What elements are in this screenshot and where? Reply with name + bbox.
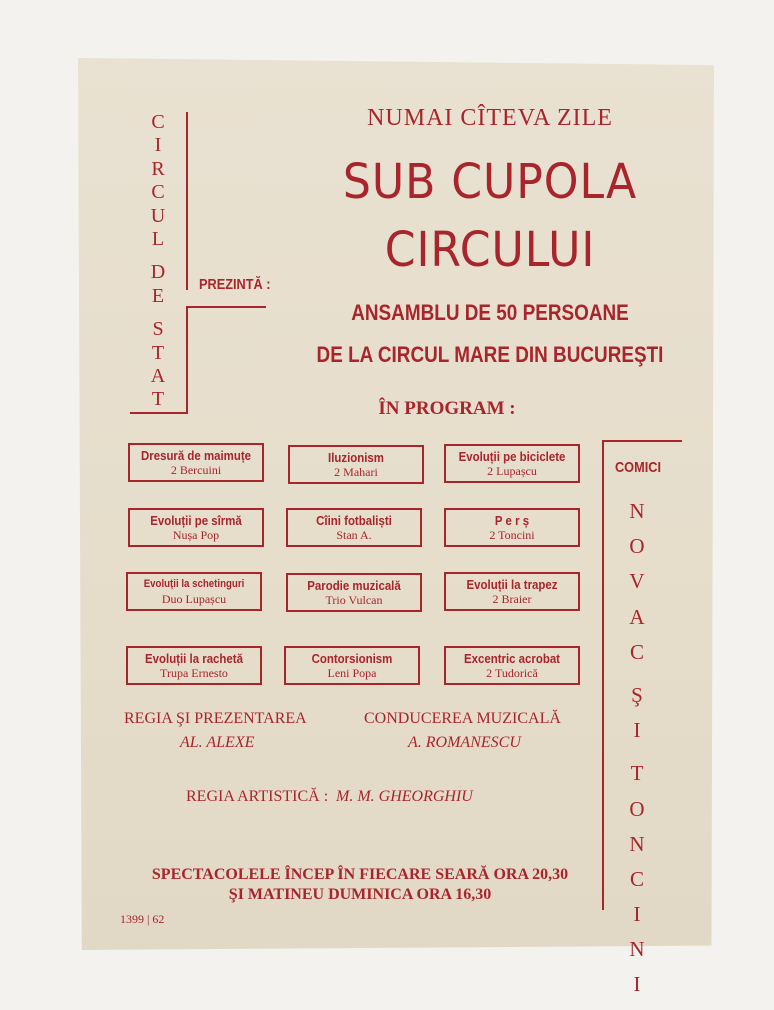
schedule-line1: SPECTACOLELE ÎNCEP ÎN FIECARE SEARĂ ORA 20,30 <box>151 866 569 883</box>
right-bracket-side <box>602 440 604 910</box>
act-box <box>286 573 422 612</box>
side-right-letter: O <box>629 796 645 821</box>
circul-de-stat-vertical <box>146 112 170 413</box>
side-left-letter: T <box>151 341 165 364</box>
side-right-letter: I <box>633 718 641 743</box>
side-left-letter: L <box>151 227 165 250</box>
side-right-letter: C <box>629 866 644 891</box>
side-right-letter: N <box>629 937 645 962</box>
prezinta-label: PREZINTĂ : <box>199 276 271 293</box>
side-left-letter: T <box>151 388 165 411</box>
act-name: Dresură de maimuțe <box>141 448 251 463</box>
act-performer: Duo Lupașcu <box>161 592 227 606</box>
muzica-label: CONDUCEREA MUZICALĂ <box>364 710 561 727</box>
act-performer: Leni Popa <box>327 666 377 680</box>
side-left-letter: C <box>151 111 165 133</box>
act-box <box>128 443 264 482</box>
side-left-letter: R <box>151 157 165 180</box>
right-bracket-top <box>602 440 682 442</box>
muzica-name: A. ROMANESCU <box>408 734 521 751</box>
act-name: Evoluții pe biciclete <box>458 449 566 464</box>
act-name: Excentric acrobat <box>463 651 561 666</box>
side-right-letter: A <box>629 604 645 629</box>
act-name: Evoluții pe sîrmă <box>150 513 242 528</box>
act-performer: Trio Vulcan <box>325 593 383 607</box>
novac-si-toncini-vertical <box>622 501 652 1010</box>
regia-artistica-name: M. M. GHEORGHIU <box>336 788 473 805</box>
act-performer: 2 Tudorică <box>486 666 538 680</box>
program-label: ÎN PROGRAM : <box>378 398 516 419</box>
side-right-letter: Ş <box>631 682 643 707</box>
act-name: Evoluții la schetinguri <box>143 578 245 590</box>
act-box <box>444 444 580 483</box>
act-performer: 2 Braier <box>492 592 532 606</box>
left-bracket-foot <box>130 412 188 414</box>
act-box <box>126 646 262 685</box>
act-performer: 2 Mahari <box>334 465 378 479</box>
subtitle-line2: DE LA CIRCUL MARE DIN BUCUREŞTI <box>316 342 664 367</box>
act-box <box>444 646 580 685</box>
act-box <box>284 646 420 685</box>
regia-name: AL. ALEXE <box>180 734 255 751</box>
act-name: Evoluții la trapez <box>466 577 558 592</box>
side-left-letter: E <box>151 284 165 307</box>
side-left-letter: I <box>154 134 162 157</box>
side-left-letter: U <box>150 204 166 227</box>
side-left-letter: C <box>151 181 165 204</box>
side-left-letter: A <box>150 364 166 387</box>
side-right-letter: V <box>629 569 645 594</box>
act-box <box>288 445 424 484</box>
side-right-letter: N <box>629 499 645 523</box>
comici-label: COMICI <box>614 459 662 476</box>
act-name: Contorsionism <box>311 651 393 666</box>
act-name: P e r ș <box>494 513 530 528</box>
headline-small: NUMAI CÎTEVA ZILE <box>367 105 613 131</box>
act-performer: Trupa Ernesto <box>160 666 228 680</box>
act-performer: 2 Lupașcu <box>487 464 537 478</box>
side-right-letter: I <box>633 972 641 997</box>
act-box <box>128 508 264 547</box>
act-box <box>126 572 262 611</box>
act-performer: 2 Bercuini <box>170 463 222 477</box>
regia-label: REGIA ŞI PREZENTAREA <box>124 710 307 727</box>
side-right-letter: N <box>629 831 645 856</box>
left-bracket-step <box>186 306 266 308</box>
subtitle-line1: ANSAMBLU DE 50 PERSOANE <box>351 300 629 325</box>
side-right-letter: C <box>629 639 644 664</box>
side-left-letter: D <box>150 261 166 284</box>
side-left-letter: S <box>152 318 164 341</box>
act-performer: 2 Toncini <box>489 528 535 542</box>
act-name: Parodie muzicală <box>307 578 401 593</box>
print-code: 1399 | 62 <box>120 912 165 926</box>
side-right-letter: I <box>633 902 641 927</box>
side-right-letter: O <box>629 534 645 559</box>
left-bracket-top <box>186 112 188 290</box>
act-performer: Nușa Pop <box>172 528 220 542</box>
regia-artistica-label: REGIA ARTISTICĂ : <box>186 788 329 805</box>
act-name: Iluzionism <box>328 450 384 465</box>
headline-big-line1: SUB CUPOLA <box>342 154 638 210</box>
left-bracket-bottom <box>186 306 188 412</box>
side-right-letter: T <box>630 761 644 786</box>
act-box <box>444 508 580 547</box>
act-name: Cîini fotbaliști <box>316 513 392 528</box>
act-name: Evoluții la rachetă <box>145 651 243 666</box>
schedule-line2: ŞI MATINEU DUMINICA ORA 16,30 <box>228 886 492 903</box>
act-box <box>444 572 580 611</box>
act-box <box>286 508 422 547</box>
act-performer: Stan A. <box>336 528 372 542</box>
headline-big-line2: CIRCULUI <box>384 222 596 278</box>
